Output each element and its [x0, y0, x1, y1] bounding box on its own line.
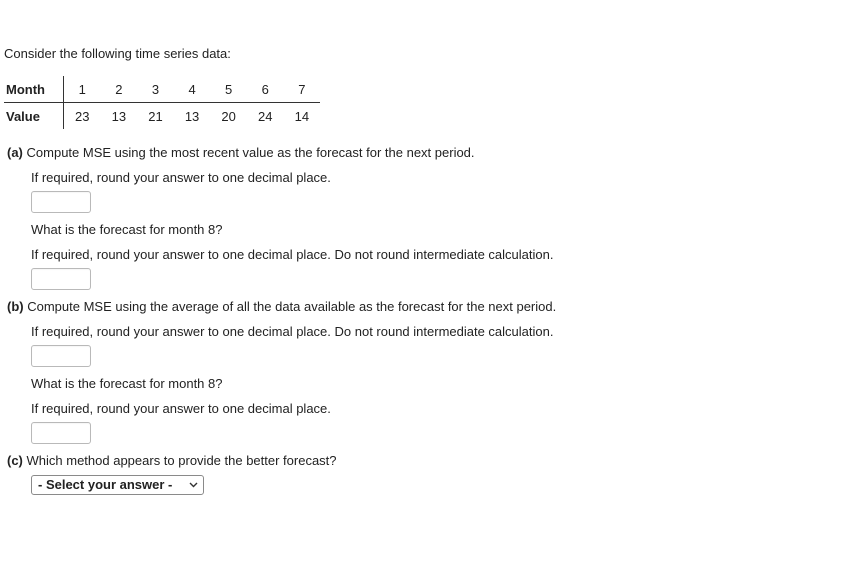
better-method-select[interactable] — [31, 475, 204, 495]
part-b-instruction-2: If required, round your answer to one decimal place. — [31, 401, 331, 416]
part-a-mse-input[interactable] — [31, 191, 91, 213]
value-cell: 13 — [111, 108, 127, 124]
part-b-forecast-input[interactable] — [31, 422, 91, 444]
value-header: Value — [4, 103, 63, 130]
value-cell: 20 — [221, 108, 236, 124]
time-series-table — [4, 76, 320, 129]
value-cell: 13 — [184, 108, 200, 124]
month-header: Month — [4, 76, 63, 103]
part-b-question-line — [7, 299, 556, 314]
part-b-question: Compute MSE using the average of all the data available as the forecast for the next period. — [27, 299, 557, 314]
part-a-instruction-1: If required, round your answer to one decimal place. — [31, 170, 331, 185]
month-cell: 2 — [101, 76, 138, 103]
month-cell: 4 — [174, 76, 211, 103]
part-a-question: Compute MSE using the most recent value as the forecast for the next period. — [26, 145, 475, 160]
part-a-question-line — [7, 145, 475, 160]
month-cell: 3 — [137, 76, 174, 103]
select-value: - Select your answer - — [38, 477, 173, 492]
part-b-mse-input[interactable] — [31, 345, 91, 367]
month-cell: 5 — [210, 76, 247, 103]
part-c-tag: (c) — [7, 453, 23, 468]
value-cell: 23 — [75, 108, 90, 124]
part-b-sub-question: What is the forecast for month 8? — [31, 376, 223, 391]
value-cell: 14 — [294, 108, 310, 124]
part-a-instruction-2: If required, round your answer to one decimal place. Do not round intermediate calculation. — [31, 247, 554, 262]
part-c-question: Which method appears to provide the better forecast? — [26, 453, 337, 468]
month-cell: 6 — [247, 76, 284, 103]
part-a-tag: (a) — [7, 145, 23, 160]
table-row-month — [4, 76, 320, 103]
table-row-value — [4, 103, 320, 130]
part-c-question-line — [7, 453, 337, 468]
part-a-sub-question: What is the forecast for month 8? — [31, 222, 223, 237]
part-a-forecast-input[interactable] — [31, 268, 91, 290]
value-cell: 24 — [258, 108, 273, 124]
part-b-tag: (b) — [7, 299, 24, 314]
chevron-down-icon — [189, 482, 198, 488]
part-b-instruction-1: If required, round your answer to one decimal place. Do not round intermediate calculation. — [31, 324, 554, 339]
month-cell: 1 — [63, 76, 100, 103]
month-cell: 7 — [284, 76, 321, 103]
value-cell: 21 — [148, 108, 163, 124]
intro-text: Consider the following time series data: — [4, 46, 231, 61]
